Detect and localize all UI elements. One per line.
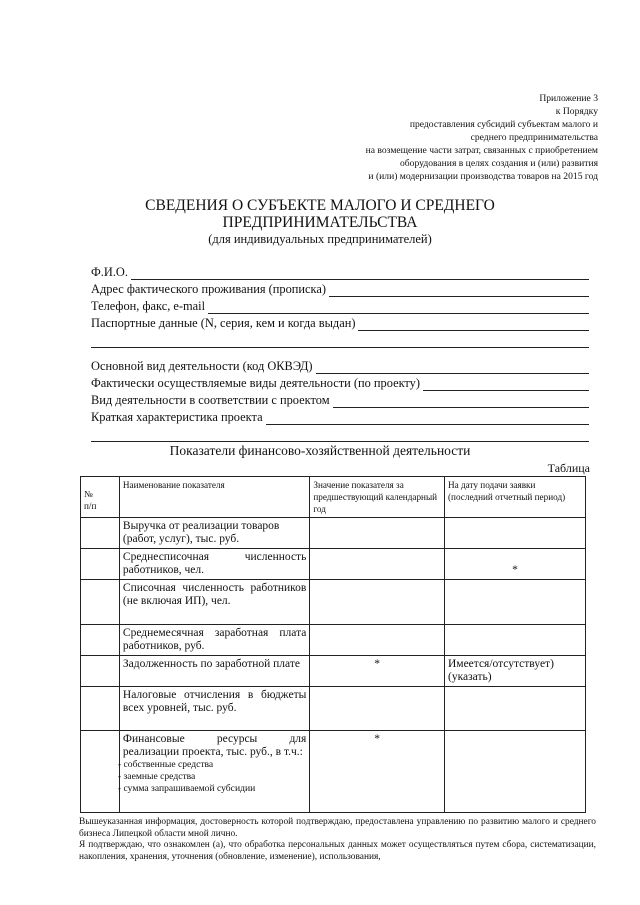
table-row	[81, 580, 586, 625]
current-period-value[interactable]	[445, 731, 586, 813]
actual-activity-label: Фактически осуществляемые виды деятельности (по проекту)	[91, 376, 420, 390]
project-summary-field[interactable]	[266, 412, 589, 425]
table-header-row	[81, 477, 586, 518]
row-number	[81, 518, 120, 549]
previous-year-value[interactable]	[310, 625, 445, 656]
main-activity-field[interactable]	[316, 361, 589, 374]
appendix-header	[366, 92, 598, 183]
appendix-line: и (или) модернизации производства товаров на 2015 год	[368, 171, 598, 182]
financial-indicators-table	[80, 476, 586, 813]
indicator-name: Среднемесячная заработная плата работников, руб.	[119, 625, 309, 656]
indicator-name: Списочная численность работников (не включая ИП), чел.	[119, 580, 309, 625]
indicator-name: Налоговые отчисления в бюджеты всех уровней, тыс. руб.	[119, 687, 309, 731]
project-activity-field[interactable]	[333, 395, 589, 408]
previous-year-value[interactable]: *	[310, 656, 445, 687]
row-number	[81, 549, 120, 580]
form-row-passport	[91, 314, 589, 331]
footer-paragraph-confirmation: Вышеуказанная информация, достоверность которой подтверждаю, предоставлена управлению по развитию малого и среднего бизнеса Липецкой области мной лично.	[79, 817, 596, 839]
document-title	[0, 197, 640, 247]
form-row-fio	[91, 263, 589, 280]
table-row	[81, 625, 586, 656]
title-line-1: СВЕДЕНИЯ О СУБЪЕКТЕ МАЛОГО И СРЕДНЕГО	[145, 197, 495, 214]
indicator-name: Выручка от реализации товаров (работ, услуг), тыс. руб.	[119, 518, 309, 549]
address-field[interactable]	[329, 284, 589, 297]
title-subtitle: (для индивидуальных предпринимателей)	[208, 232, 432, 246]
header-previous-year: Значение показателя за предшествующий календарный год	[310, 477, 445, 518]
table-row	[81, 549, 586, 580]
current-period-value[interactable]	[445, 518, 586, 549]
actual-activity-field[interactable]	[423, 378, 589, 391]
appendix-line: оборудования в целях создания и (или) развития	[400, 158, 598, 169]
row-number	[81, 625, 120, 656]
form-row-project-summary-continued	[91, 425, 589, 442]
form-row-project-activity	[91, 391, 589, 408]
header-current-period: На дату подачи заявки (последний отчетный период)	[445, 477, 586, 518]
row-number	[81, 656, 120, 687]
form-row-main-activity	[91, 357, 589, 374]
indicator-name-cell	[119, 731, 309, 813]
passport-label: Паспортные данные (N, серия, кем и когда выдан)	[91, 316, 356, 330]
appendix-line: к Порядку	[555, 106, 598, 117]
row-number	[81, 731, 120, 813]
table-row	[81, 687, 586, 731]
current-period-value[interactable]	[445, 687, 586, 731]
appendix-line: Приложение 3	[539, 93, 598, 104]
project-activity-label: Вид деятельности в соответствии с проектом	[91, 393, 330, 407]
current-period-value[interactable]: *	[445, 549, 586, 580]
table-row	[81, 731, 586, 813]
previous-year-value[interactable]	[310, 687, 445, 731]
form-row-phone	[91, 297, 589, 314]
subitem-borrowed-funds: - заемные средства	[117, 771, 196, 782]
main-activity-label: Основной вид деятельности (код ОКВЭД)	[91, 359, 313, 373]
row-number	[81, 580, 120, 625]
indicator-name: Финансовые ресурсы для реализации проекта, тыс. руб., в т.ч.:	[122, 733, 307, 758]
current-period-value[interactable]	[445, 580, 586, 625]
title-line-2: ПРЕДПРИНИМАТЕЛЬСТВА	[222, 214, 418, 231]
previous-year-value[interactable]	[310, 518, 445, 549]
previous-year-value[interactable]	[310, 580, 445, 625]
indicator-name: Среднесписочная численность работников, чел.	[119, 549, 309, 580]
table-label: Таблица	[547, 461, 590, 475]
phone-label: Телефон, факс, e-mail	[91, 299, 206, 313]
phone-field[interactable]	[208, 301, 589, 314]
header-number: № п/п	[81, 477, 120, 518]
fio-label: Ф.И.О.	[91, 265, 128, 279]
passport-field[interactable]	[358, 318, 589, 331]
entrepreneur-form	[91, 263, 589, 442]
form-row-project-summary	[91, 408, 589, 425]
appendix-line: среднего предпринимательства	[470, 132, 598, 143]
header-indicator-name: Наименование показателя	[119, 477, 309, 518]
footer-paragraph-consent: Я подтверждаю, что ознакомлен (а), что обработка персональных данных может осуществляться путем сбора, систематизации, накопления, хранения, уточнения (обновление, изменение), использования,	[79, 840, 596, 862]
form-row-actual-activity	[91, 374, 589, 391]
form-row-address	[91, 280, 589, 297]
form-row-passport-continued	[91, 331, 589, 348]
previous-year-value[interactable]: *	[310, 731, 445, 813]
indicator-name: Задолженность по заработной плате	[119, 656, 309, 687]
footer-text	[79, 817, 596, 863]
subitem-requested-subsidy: - сумма запрашиваемой субсидии	[117, 783, 256, 794]
section-title: Показатели финансово-хозяйственной деятельности	[169, 443, 471, 458]
appendix-line: предоставления субсидий субъектам малого и	[409, 119, 598, 130]
project-summary-field-continued[interactable]	[91, 429, 589, 442]
address-label: Адрес фактического проживания (прописка)	[91, 282, 326, 296]
project-summary-label: Краткая характеристика проекта	[91, 410, 263, 424]
table-row	[81, 656, 586, 687]
appendix-line: на возмещение части затрат, связанных с приобретением	[365, 145, 598, 156]
previous-year-value[interactable]	[310, 549, 445, 580]
table-row	[81, 518, 586, 549]
current-period-value[interactable]: Имеется/отсутствует) (указать)	[445, 656, 586, 687]
fio-field[interactable]	[131, 267, 589, 280]
current-period-value[interactable]	[445, 625, 586, 656]
subitem-own-funds: - собственные средства	[117, 759, 214, 770]
row-number	[81, 687, 120, 731]
passport-field-continued[interactable]	[91, 335, 589, 348]
